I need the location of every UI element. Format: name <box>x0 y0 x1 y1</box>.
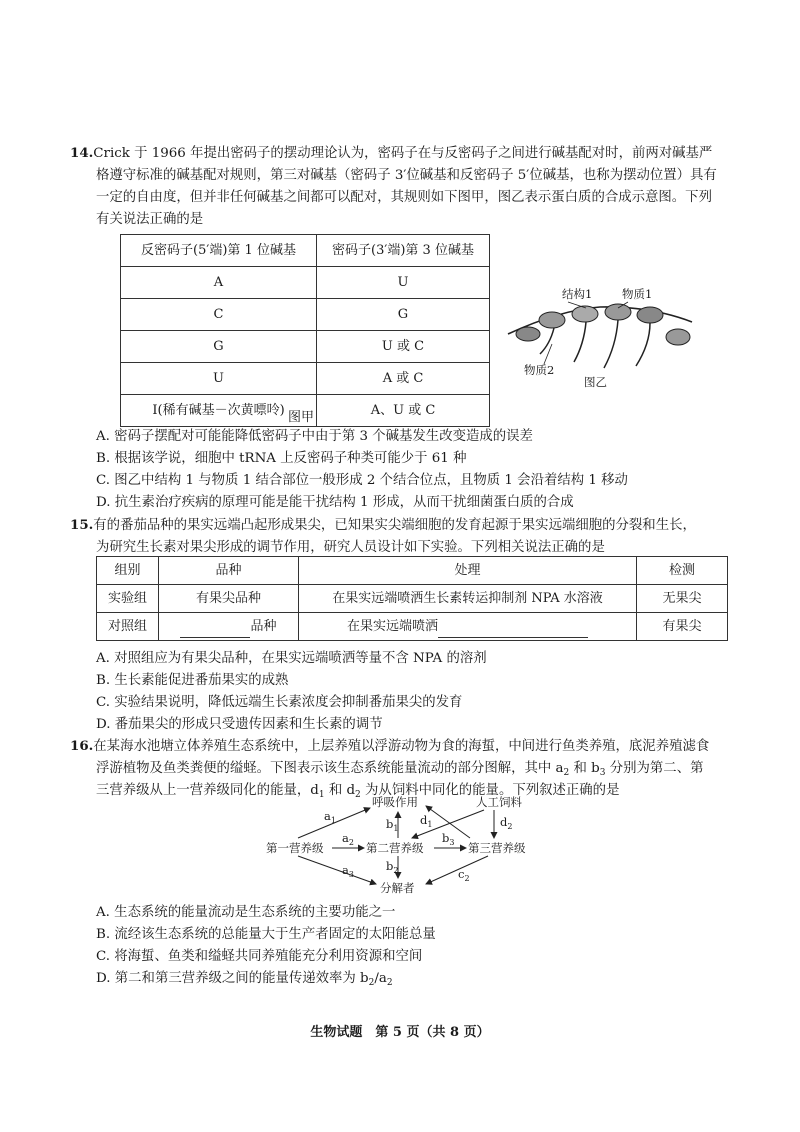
q15-variety-blank[interactable] <box>180 637 250 638</box>
q16-stem-line3: 三营养级从上一营养级同化的能量，$d_1$ 和 $d_2$ 为从饲料中同化的能量。下列叙述正确的是 <box>96 783 620 800</box>
q15-treatment-blank[interactable] <box>438 637 588 638</box>
q16-stem-line2: 浮游植物及鱼类粪便的缢蛏。下图表示该生态系统能量流动的部分图解，其中 $a_2$ 和 $b_3$ 分别为第二、第 <box>96 761 704 778</box>
q14-option-d[interactable]: D. 抗生素治疗疾病的原理可能是能干扰结构 1 形成，从而干扰细菌蛋白质的合成 <box>96 495 574 510</box>
ribosome-5 <box>637 307 663 323</box>
q16-option-c[interactable]: C. 将海蜇、鱼类和缢蛏共同养殖能充分利用资源和空间 <box>96 949 423 964</box>
q15-option-a[interactable]: A. 对照组应为有果尖品种，在果实远端喷洒等量不含 NPA 的溶剂 <box>96 651 487 666</box>
table-row: U A 或 C <box>121 363 490 395</box>
q16-number: 16. <box>70 738 94 754</box>
peptide-4 <box>636 323 650 366</box>
figure-yi-caption: 图乙 <box>584 375 607 389</box>
q15-options <box>70 648 730 736</box>
q15-stem-line1: 15.有的番茄品种的果实远端凸起形成果尖，已知果实尖端细胞的发育起源于果实远端细胞的分裂和生长， <box>70 517 696 533</box>
q14-figure-yi <box>500 282 700 392</box>
question-14 <box>70 142 730 231</box>
label-b3: $b_3$ <box>442 831 455 847</box>
ribosome-3 <box>572 306 598 322</box>
peptide-1 <box>540 328 554 354</box>
label-substance1: 物质1 <box>622 287 653 301</box>
q15-option-c[interactable]: C. 实验结果说明，降低远端生长素浓度会抑制番茄果尖的发育 <box>96 695 463 710</box>
label-structure1: 结构1 <box>562 287 593 301</box>
q15-number: 15. <box>70 517 94 533</box>
q14-stem-line3: 一定的自由度，但并非任何碱基之间都可以配对，其规则如下图甲，图乙表示蛋白质的合成示意图。下列 <box>96 190 712 205</box>
node-decomposer: 分解者 <box>380 881 415 895</box>
label-b2: $b_2$ <box>386 859 399 875</box>
q14-options <box>70 426 730 514</box>
label-line-structure1 <box>568 302 586 308</box>
q14-table-header-anticodon: 反密码子(5′端)第 1 位碱基 <box>121 235 317 267</box>
ribosome-6 <box>666 329 690 345</box>
ribosome-2 <box>539 312 565 328</box>
node-level2: 第二营养级 <box>366 841 424 855</box>
q16-energy-flow-diagram <box>262 794 562 898</box>
peptide-3 <box>604 320 618 368</box>
q16-stem-line1: 16.在某海水池塘立体养殖生态系统中，上层养殖以浮游动物为食的海蜇，中间进行鱼类养殖，底泥养殖滤食 <box>70 738 710 754</box>
q14-stem-line2: 格遵守标准的碱基配对规则，第三对碱基（密码子 3′位碱基和反密码子 5′位碱基，也称为摆动位置）具有 <box>96 168 717 183</box>
q14-number: 14. <box>70 145 94 161</box>
label-c2: $c_2$ <box>458 867 470 883</box>
q16-option-b[interactable]: B. 流经该生态系统的总能量大于生产者固定的太阳能总量 <box>96 927 436 942</box>
q15-table <box>96 556 728 641</box>
label-d2: $d_2$ <box>500 815 513 831</box>
label-substance2: 物质2 <box>524 363 555 377</box>
q15-header-group: 组别 <box>97 557 159 585</box>
label-a3: $a_3$ <box>342 863 354 879</box>
node-feed: 人工饲料 <box>476 795 522 809</box>
q16-option-a[interactable]: A. 生态系统的能量流动是生态系统的主要功能之一 <box>96 905 396 920</box>
q15-stem-line2: 为研究生长素对果尖形成的调节作用，研究人员设计如下实验。下列相关说法正确的是 <box>96 540 605 555</box>
table-row: I(稀有碱基－次黄嘌呤) A、U 或 C <box>121 395 490 427</box>
q15-option-b[interactable]: B. 生长素能促进番茄果实的成熟 <box>96 673 289 688</box>
q14-stem-line4: 有关说法正确的是 <box>96 212 204 227</box>
table-row: 实验组 有果尖品种 在果实远端喷洒生长素转运抑制剂 NPA 水溶液 无果尖 <box>97 585 728 613</box>
q15-header-variety: 品种 <box>159 557 299 585</box>
q14-option-b[interactable]: B. 根据该学说，细胞中 tRNA 上反密码子种类可能少于 61 种 <box>96 451 467 466</box>
q14-table-header-codon: 密码子(3′端)第 3 位碱基 <box>317 235 490 267</box>
node-level3: 第三营养级 <box>468 841 526 855</box>
ribosome-1 <box>516 327 540 341</box>
q15-header-treatment: 处理 <box>299 557 637 585</box>
label-a1: $a_1$ <box>324 809 336 825</box>
q15-option-d[interactable]: D. 番茄果尖的形成只受遗传因素和生长素的调节 <box>96 717 383 732</box>
q16-option-d[interactable]: D. 第二和第三营养级之间的能量传递效率为 $b_2/a_2$ <box>96 971 393 988</box>
ribosome-4 <box>605 304 631 320</box>
q14-table-caption: 图甲 <box>288 410 315 425</box>
q15-header-detection: 检测 <box>637 557 728 585</box>
table-row: G U 或 C <box>121 331 490 363</box>
arrow-c2 <box>426 856 488 884</box>
q14-stem-line1: 14.Crick 于 1966 年提出密码子的摆动理论认为，密码子在与反密码子之间进行碱基配对时，前两对碱基严 <box>70 145 713 161</box>
label-b1: $b_1$ <box>386 817 399 833</box>
peptide-2 <box>574 322 586 362</box>
page-footer: 生物试题 第 5 页（共 8 页） <box>310 1025 490 1040</box>
q16-options <box>70 902 730 990</box>
question-15 <box>70 514 730 559</box>
table-row: 对照组 品种 在果实远端喷洒 有果尖 <box>97 613 728 641</box>
q14-table-jia <box>120 234 490 427</box>
node-level1: 第一营养级 <box>266 841 324 855</box>
label-d1: $d_1$ <box>420 813 433 829</box>
table-row: C G <box>121 299 490 331</box>
question-16 <box>70 735 730 802</box>
arrow-a3 <box>298 856 376 884</box>
node-respiration: 呼吸作用 <box>372 795 418 809</box>
label-a2: $a_2$ <box>342 831 354 847</box>
q14-option-a[interactable]: A. 密码子摆配对可能能降低密码子中由于第 3 个碱基发生改变造成的误差 <box>96 429 533 444</box>
q14-option-c[interactable]: C. 图乙中结构 1 与物质 1 结合部位一般形成 2 个结合位点，且物质 1 会沿着结构 1 移动 <box>96 473 628 488</box>
table-row: A U <box>121 267 490 299</box>
